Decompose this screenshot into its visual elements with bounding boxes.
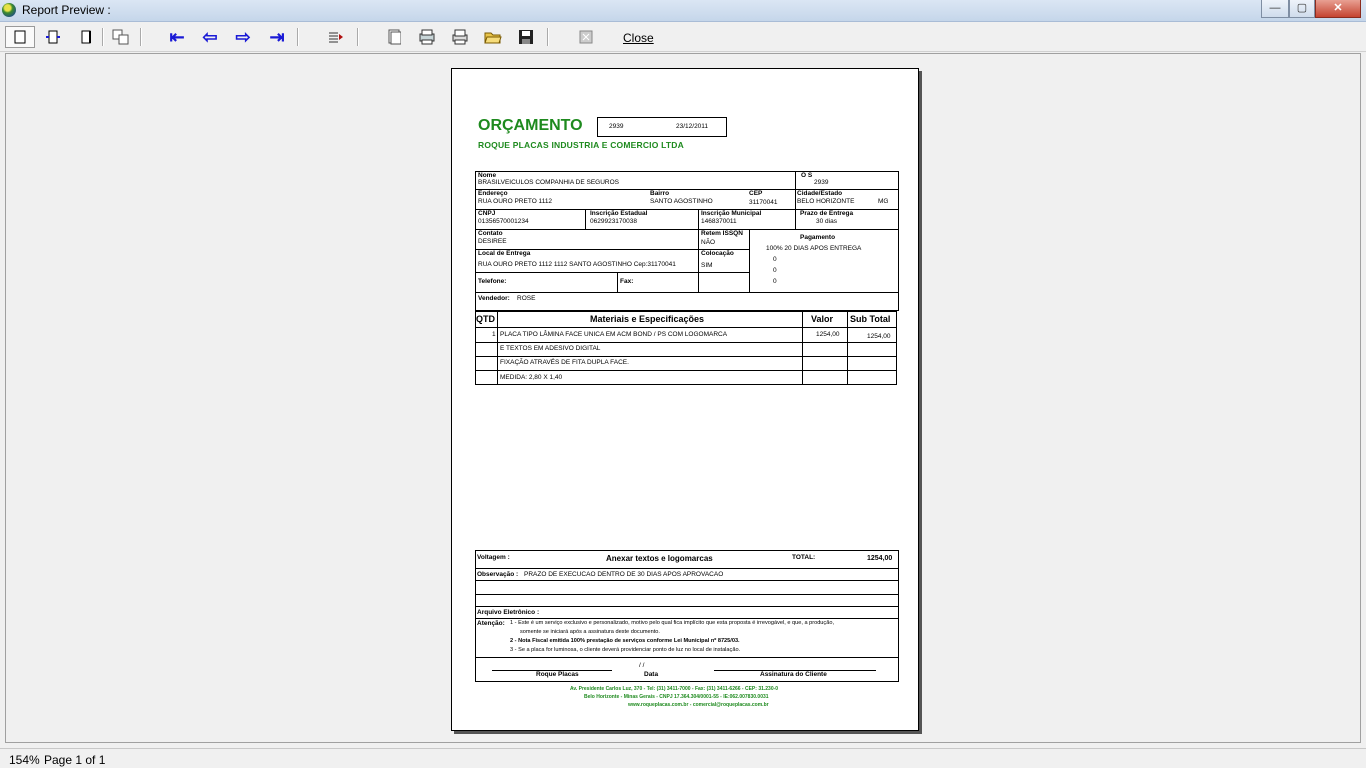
signature-date-slashes: / / <box>639 662 645 669</box>
value-colocacao: SIM <box>701 262 713 269</box>
maximize-button[interactable]: ▢ <box>1289 0 1315 18</box>
zoom-level: 154% <box>9 753 40 767</box>
value-uf: MG <box>878 198 889 205</box>
save-button[interactable] <box>515 26 537 48</box>
toolbar <box>0 22 1366 52</box>
anexar-text: Anexar textos e logomarcas <box>606 554 713 563</box>
label-cidade: Cidade/Estado <box>797 190 843 197</box>
address-line-2: Belo Horizonte - Minas Gerais - CNPJ 17.364.304/0001-55 - IE:062.007830.0031 <box>584 694 769 700</box>
address-line-3: www.roqueplacas.com.br - comercial@roqueplacas.com.br <box>628 702 769 708</box>
signature-cliente: Assinatura do Cliente <box>760 671 827 678</box>
value-nome: BRASILVEICULOS COMPANHIA DE SEGUROS <box>478 179 619 186</box>
signature-roque: Roque Placas <box>536 671 579 678</box>
document-date: 23/12/2011 <box>676 123 709 130</box>
value-im: 1468370011 <box>701 218 737 225</box>
page-icon <box>14 30 26 44</box>
label-os: O S <box>801 172 813 179</box>
row4-desc: MEDIDA: 2,80 X 1,40 <box>500 374 563 381</box>
row3-desc: FIXAÇÃO ATRAVÉS DE FITA DUPLA FACE. <box>500 359 629 366</box>
row1-valor: 1254,00 <box>816 331 840 338</box>
value-pagamento: 100% 20 DIAS APOS ENTREGA <box>766 245 862 252</box>
label-arquivo: Arquivo Eletrônico : <box>477 609 540 616</box>
label-observacao: Observação : <box>477 571 519 578</box>
label-bairro: Bairro <box>650 190 670 197</box>
goto-page-icon <box>327 30 345 44</box>
label-telefone: Telefone: <box>478 278 507 285</box>
multiple-pages-icon <box>112 29 130 45</box>
atencao-1b: somente se iniciará após a assinatura deste documento. <box>520 629 660 635</box>
label-voltagem: Voltagem : <box>477 554 510 561</box>
label-cnpj: CNPJ <box>478 210 496 217</box>
value-cidade: BELO HORIZONTE <box>797 198 855 205</box>
atencao-1a: 1 - Este é um serviço exclusivo e personalizado, motivo pelo qual fica implícito que esta proposta é irrevogável, e que, a produção, <box>510 620 834 626</box>
first-page-button[interactable] <box>166 26 188 48</box>
hundred-percent-button[interactable] <box>75 26 97 48</box>
row1-desc: PLACA TIPO LÂMINA FACE UNICA EM ACM BOND / PS COM LOGOMARCA <box>500 331 728 338</box>
label-atencao: Atenção: <box>477 620 505 627</box>
next-page-button[interactable] <box>232 26 254 48</box>
label-endereco: Endereço <box>478 190 508 197</box>
header-valor: Valor <box>811 314 834 324</box>
last-page-icon: ⇥ <box>269 27 285 47</box>
label-local: Local de Entrega <box>478 250 531 257</box>
number-date-box <box>597 117 727 137</box>
value-local: RUA OURO PRETO 1112 1112 SANTO AGOSTINHO Cep:31170041 <box>478 261 676 268</box>
value-os: 2939 <box>814 179 829 186</box>
label-contato: Contato <box>478 230 503 237</box>
label-vendedor: Vendedor: <box>478 295 510 302</box>
atencao-2: 2 - Nota Fiscal emitida 100% prestação de serviços conforme Lei Municipal nº 8725/03. <box>510 638 740 644</box>
row1-sub: 1254,00 <box>867 333 891 340</box>
value-pag-extra-2: 0 <box>773 267 777 274</box>
signature-data: Data <box>644 671 659 678</box>
first-page-icon: ⇤ <box>169 27 185 47</box>
document-number: 2939 <box>609 123 624 130</box>
value-retem: NÃO <box>701 239 716 246</box>
title-bar <box>0 0 1366 22</box>
page-setup-icon <box>387 29 401 45</box>
stop-button[interactable] <box>575 26 597 48</box>
arrow-right-icon: ⇨ <box>235 27 251 47</box>
company-name: ROQUE PLACAS INDUSTRIA E COMERCIO LTDA <box>478 140 684 150</box>
address-line-1: Av. Presidente Carlos Luz, 370 - Tel: (31) 3411-7000 - Fax: (31) 3411-6266 - CEP: 31.230-0 <box>570 686 779 692</box>
value-cep: 31170041 <box>749 199 778 206</box>
atencao-3: 3 - Se a placa for luminosa, o cliente deverá providenciar ponto de luz no local de instalação. <box>510 647 741 653</box>
page-indicator: Page 1 of 1 <box>44 753 106 767</box>
goto-page-button[interactable] <box>325 26 347 48</box>
label-colocacao: Colocação <box>701 250 734 257</box>
header-materiais: Materiais e Especificações <box>590 314 705 324</box>
value-total: 1254,00 <box>867 555 893 562</box>
app-icon <box>2 3 16 17</box>
value-bairro: SANTO AGOSTINHO <box>650 198 713 205</box>
previous-page-button[interactable] <box>199 26 221 48</box>
label-fax: Fax: <box>620 278 634 285</box>
last-page-button[interactable] <box>266 26 288 48</box>
value-prazo: 30 dias <box>816 218 837 225</box>
value-cnpj: 01356570001234 <box>478 218 529 225</box>
label-im: Inscrição Municipal <box>701 210 762 217</box>
print-button[interactable] <box>449 26 471 48</box>
label-ie: Inscrição Estadual <box>590 210 648 217</box>
value-vendedor: ROSE <box>517 295 536 302</box>
row1-qtd: 1 <box>492 331 496 338</box>
label-total: TOTAL: <box>792 554 816 561</box>
header-qtd: QTD <box>476 314 495 324</box>
open-button[interactable] <box>482 26 504 48</box>
arrow-left-icon: ⇦ <box>202 27 218 47</box>
floppy-disk-icon <box>518 29 534 45</box>
minimize-button[interactable]: — <box>1261 0 1289 18</box>
value-ie: 0629923170038 <box>590 218 637 225</box>
value-pag-extra-1: 0 <box>773 256 777 263</box>
page-width-icon <box>46 30 60 44</box>
whole-page-button[interactable] <box>5 26 35 48</box>
window-title: Report Preview : <box>22 3 111 17</box>
footer-block <box>475 550 899 682</box>
page-setup-button[interactable] <box>383 26 405 48</box>
printer-icon <box>451 29 469 45</box>
label-retem: Retem ISSQN <box>701 230 743 237</box>
row2-desc: E TEXTOS EM ADESIVO DIGITAL <box>500 345 601 352</box>
value-observacao: PRAZO DE EXECUCAO DENTRO DE 30 DIAS APOS APROVACAO <box>524 571 724 578</box>
close-window-button[interactable]: ✕ <box>1315 0 1361 18</box>
multiple-pages-button[interactable] <box>110 26 132 48</box>
page-full-icon <box>80 30 92 44</box>
label-prazo: Prazo de Entrega <box>800 210 854 217</box>
label-pagamento: Pagamento <box>800 234 836 241</box>
label-nome: Nome <box>478 172 497 179</box>
printer-setup-icon <box>418 29 436 45</box>
header-subtotal: Sub Total <box>850 314 891 324</box>
status-bar <box>0 748 1366 768</box>
disabled-stop-icon <box>578 29 594 45</box>
close-button[interactable]: Close <box>623 31 654 45</box>
value-pag-extra-3: 0 <box>773 278 777 285</box>
document-title: ORÇAMENTO <box>478 117 583 134</box>
value-endereco: RUA OURO PRETO 1112 <box>478 198 553 205</box>
folder-open-icon <box>484 29 502 45</box>
value-contato: DESIREE <box>478 238 507 245</box>
printer-setup-button[interactable] <box>416 26 438 48</box>
label-cep: CEP <box>749 190 763 197</box>
report-page <box>451 68 919 731</box>
page-width-button[interactable] <box>42 26 64 48</box>
